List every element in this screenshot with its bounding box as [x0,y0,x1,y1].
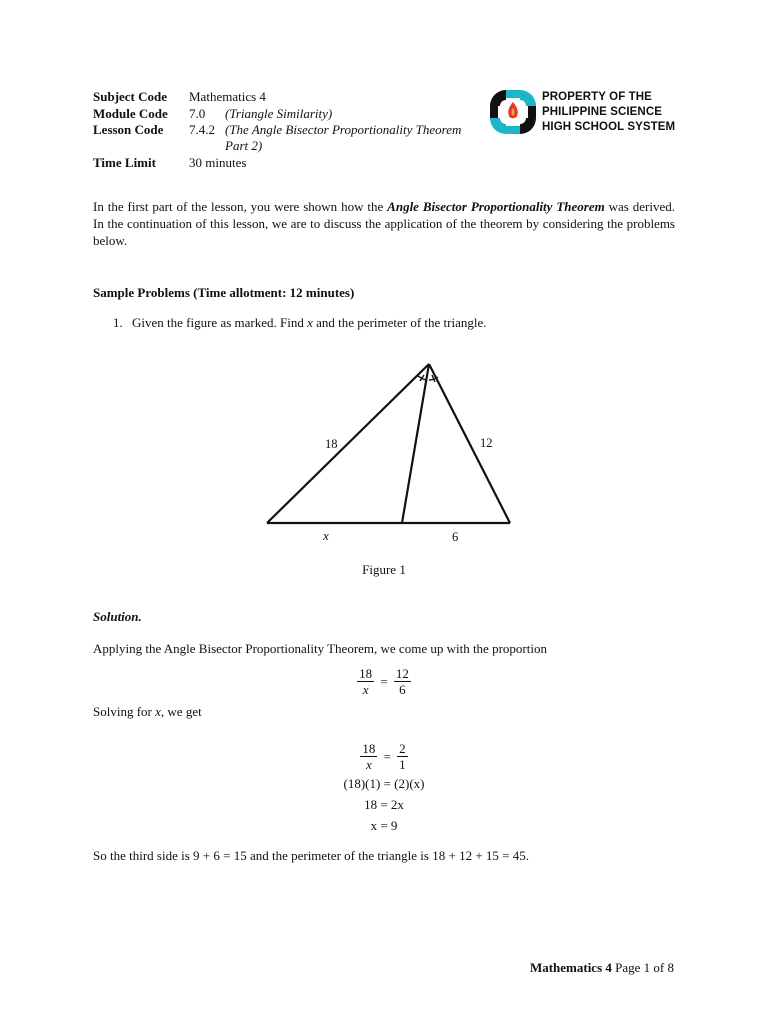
module-code-number: 7.0 [189,106,206,121]
triangle-right-side [429,364,510,523]
intro-theorem-name: Angle Bisector Proportionality Theorem [387,199,605,214]
label-side-18: 18 [325,437,338,451]
step2-equation: (18)(1) = (2)(x) [343,776,425,791]
intro-text-part2: was derived. In the continuation of this lesson, we are to discuss the application of the theorem by considering the problems below. [93,199,675,248]
proportion-fraction-right: $\frac{12}{6}$ [395,666,409,697]
lesson-title-line1: (The Angle Bisector Proportionality Theorem [225,122,462,137]
sample-problems-heading: Sample Problems (Time allotment: 12 minutes) [93,285,355,300]
step1-fraction-right: $\frac{2}{1}$ [399,741,406,772]
lesson-code-number: 7.4.2 [189,122,215,137]
proportion-fraction-left: $\frac{18}{x}$ [359,666,373,697]
step4-equation: x = 9 [370,818,398,833]
lesson-code-label: Lesson Code [93,122,164,137]
problem-1 [113,314,487,331]
subject-code-label: Subject Code [93,89,168,104]
time-limit-value: 30 minutes [189,155,247,170]
intro-paragraph [93,198,675,249]
problem-number: 1. [113,315,123,330]
module-code-label: Module Code [93,106,168,121]
logo-line3: HIGH SCHOOL SYSTEM [542,121,676,133]
lesson-title-line2: Part 2) [225,138,263,153]
step3-equation: 18 = 2x [364,797,404,812]
triangle-left-side [267,364,429,523]
solution-heading: Solution. [93,609,142,624]
page-footer [530,959,674,976]
solving-text: Solving for x, we get [93,704,202,719]
pshs-logo-mark-icon [488,88,538,136]
logo-line2: PHILIPPINE SCIENCE [542,106,663,118]
step1-fraction-left: $\frac{18}{x}$ [362,741,376,772]
time-limit-label: Time Limit [93,155,156,170]
footer-page-number: Page 1 of 8 [615,960,674,975]
module-title: (Triangle Similarity) [225,106,333,121]
footer-subject: Mathematics 4 [529,960,612,975]
pshs-logo [488,88,678,136]
triangle-figure [250,355,530,555]
proportion-equation: $\frac{18}{x}$ = $\frac{12}{6}$ [359,666,409,697]
problem-text-before: Given the figure as marked. Find [132,315,308,330]
intro-text-part1: In the first part of the lesson, you were shown how the [93,199,388,214]
problem-variable: x [307,315,313,330]
label-base-6: 6 [452,530,459,544]
step1-equation: $\frac{18}{x}$ = $\frac{2}{1}$ [362,741,406,772]
logo-line1: PROPERTY OF THE [542,91,652,103]
label-side-12: 12 [480,436,493,450]
applying-text: Applying the Angle Bisector Proportionality Theorem, we come up with the proportion [93,641,547,656]
figure-caption: Figure 1 [362,562,406,577]
problem-text-after: and the perimeter of the triangle. [312,315,487,330]
label-base-x: x [323,528,329,543]
conclusion-text: So the third side is 9 + 6 = 15 and the perimeter of the triangle is 18 + 12 + 15 = 45. [93,848,529,863]
subject-code-value: Mathematics 4 [189,89,266,104]
